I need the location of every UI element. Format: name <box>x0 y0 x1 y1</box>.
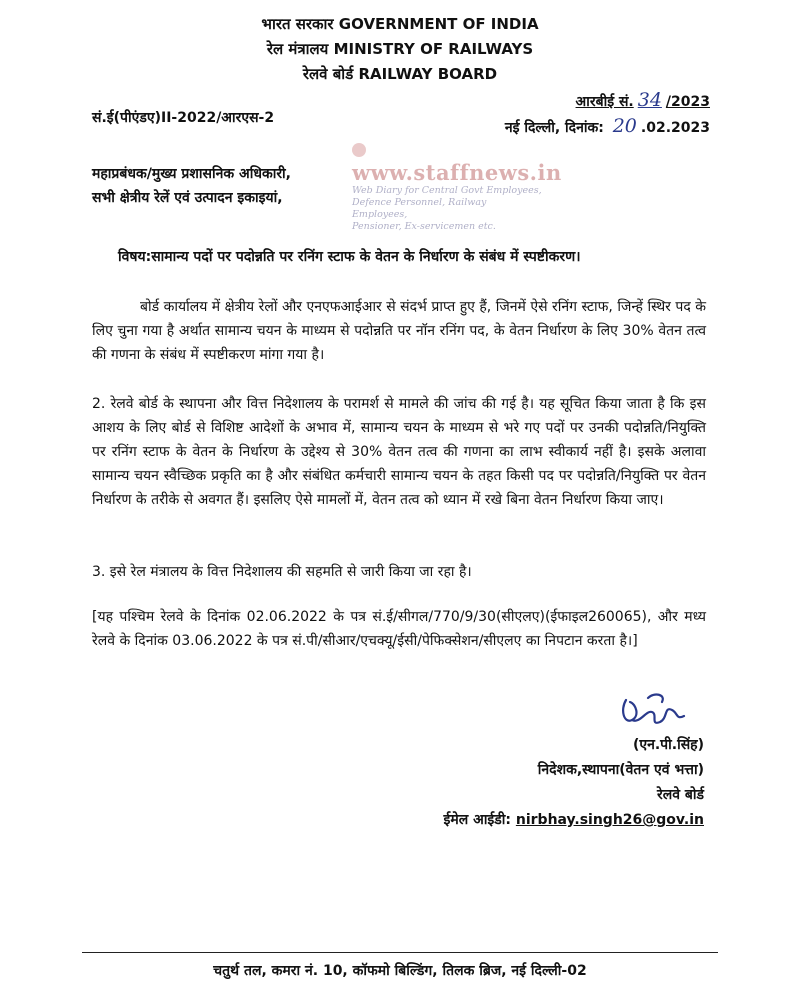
watermark-url: www.staffnews.in <box>352 135 542 185</box>
header-line-ministry: रेल मंत्रालय MINISTRY OF RAILWAYS <box>266 40 534 58</box>
rbe-number-line <box>505 88 710 114</box>
addressee-line-2: सभी क्षेत्रीय रेलें एवं उत्पादन इकाइयां, <box>92 190 283 206</box>
header-line-government: भारत सरकार GOVERNMENT OF INDIA <box>261 15 539 33</box>
watermark-tagline-2: Defence Personnel, Railway Employees, <box>352 197 487 220</box>
footer-address: चतुर्थ तल, कमरा नं. 10, कॉफमो बिल्डिंग, तिलक ब्रिज, नई दिल्ली-02 <box>213 963 587 979</box>
signatory-name: (एन.पी.सिंह) <box>632 737 704 753</box>
body-paragraph-1: बोर्ड कार्यालय में क्षेत्रीय रेलों और एनएफआईआर से संदर्भ प्राप्त हुए हैं, जिनमें ऐसे रनिंग स्टाफ, जिन्हें स्थिर पद के लिए चुना गया है अर्थात सामान्य चयन के माध्यम से पदोन्नति पर नॉन रनिंग पद, के वेतन निर्धारण के लिए 30% वेतन तत्व की गणना के संबंध में स्पष्टीकरण मांगा गया है। <box>92 299 706 363</box>
date-rest: .02.2023 <box>640 120 710 136</box>
watermark-tagline-3: Pensioner, Ex-servicemen etc. <box>352 221 496 232</box>
watermark-logo-icon <box>352 143 366 157</box>
date-day: 20 <box>612 115 637 137</box>
reference-block <box>505 88 710 140</box>
signatory-designation: निदेशक,स्थापना(वेतन एवं भत्ता) <box>537 762 704 778</box>
watermark <box>352 135 562 233</box>
body-paragraph-4: [यह पश्चिम रेलवे के दिनांक 02.06.2022 के पत्र सं.ई/सीगल/770/9/30(सीएलए)(ईफाइल260065), और मध्य रेलवे के दिनांक 03.06.2022 के पत्र सं.पी/सीआर/एचक्यू/ईसी/पेफिक्सेशन/सीएलए का निपटान करता है।] <box>92 609 706 649</box>
handwritten-signature <box>618 688 698 732</box>
addressee-block <box>92 162 291 210</box>
signatory-office: रेलवे बोर्ड <box>657 787 704 803</box>
footer-divider <box>82 952 718 953</box>
addressee-line-1: महाप्रबंधक/मुख्य प्रशासनिक अधिकारी, <box>92 166 292 182</box>
email-link[interactable]: nirbhay.singh26@gov.in <box>515 812 704 828</box>
subject-line: विषय:सामान्य पदों पर पदोन्नति पर रनिंग स्टाफ के वेतन के निर्धारण के संबंध में स्पष्टीकरण। <box>118 249 581 265</box>
rbe-suffix: /2023 <box>665 94 710 110</box>
body-paragraph-3: 3. इसे रेल मंत्रालय के वित्त निदेशालय की सहमति से जारी किया जा रहा है। <box>92 564 472 580</box>
header-line-board: रेलवे बोर्ड RAILWAY BOARD <box>302 65 498 83</box>
email-label: ईमेल आईडी: <box>443 812 511 828</box>
signatory-email-line <box>443 810 704 829</box>
rbe-number: 34 <box>637 89 662 111</box>
watermark-tagline-1: Web Diary for Central Govt Employees, <box>352 185 542 196</box>
body-paragraph-2: 2. रेलवे बोर्ड के स्थापना और वित्त निदेशालय के परामर्श से मामले की जांच की गई है। यह सूचित किया जाता है कि इस आशय के लिए बोर्ड से विशिष्ट आदेशों के अभाव में, सामान्य चयन के माध्यम से भरे गए पदों पर उनकी पदोन्नति/नियुक्ति पर रनिंग स्टाफ के वेतन के निर्धारण के उद्देश्य से 30% वेतन तत्व की गणना का लाभ स्वीकार्य नहीं है। इसके अलावा सामान्य चयन स्वैच्छिक प्रकृति का है और संबंधित कर्मचारी सामान्य चयन के तहत किसी पद पर पदोन्नति/नियुक्ति पर वेतन निर्धारण के तरीके से अवगत हैं। इसलिए ऐसे मामलों में, वेतन तत्व को ध्यान में रखे बिना वेतन निर्धारण किया जाए। <box>92 396 706 508</box>
date-prefix: नई दिल्ली, दिनांक: <box>504 120 604 136</box>
letter-number: सं.ई(पीएंडए)II-2022/आरएस-2 <box>92 110 275 126</box>
rbe-prefix: आरबीई सं. <box>575 94 634 110</box>
